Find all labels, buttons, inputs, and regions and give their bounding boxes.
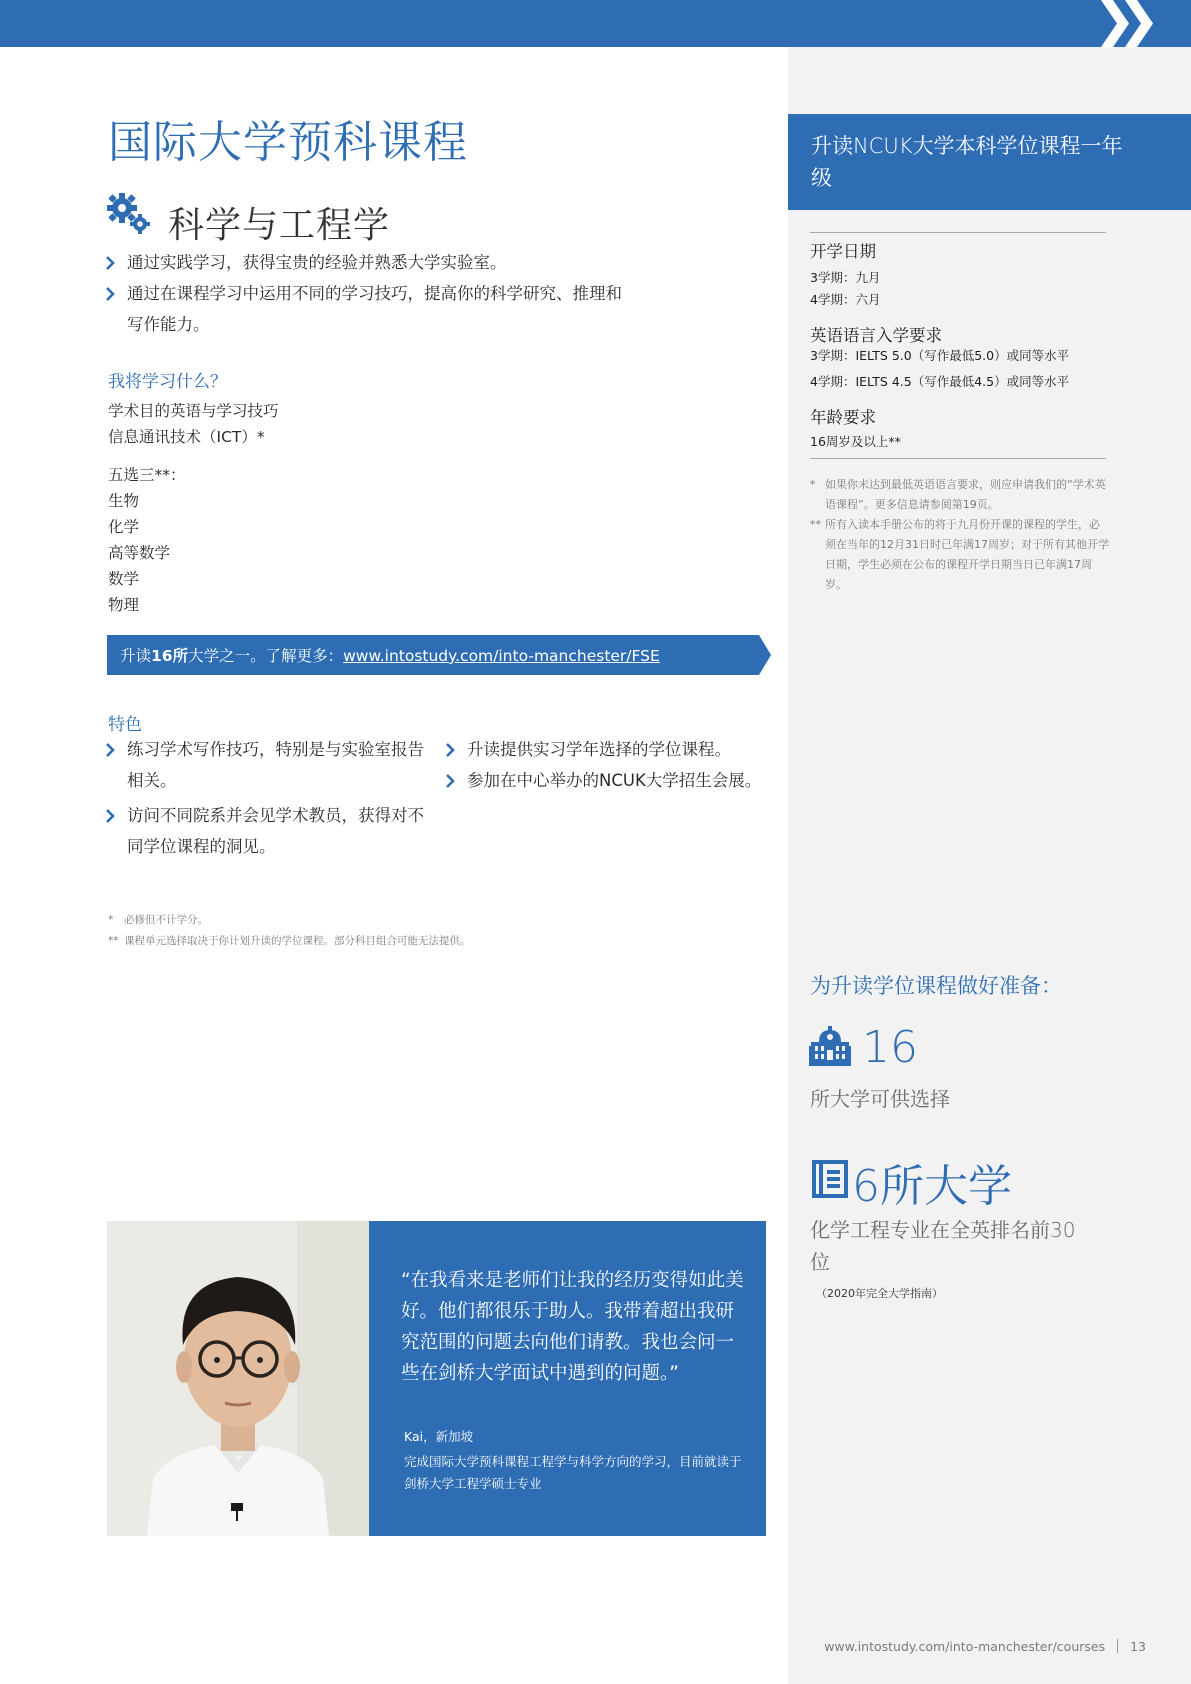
- section-title: 科学与工程学: [168, 205, 391, 246]
- footnote-mark: **: [108, 935, 119, 947]
- sidebar-note: [810, 515, 1110, 595]
- elective-module: 高等数学: [108, 544, 171, 562]
- chevron-right-icon: [105, 287, 115, 301]
- list-item: [445, 734, 775, 765]
- book-icon: [810, 1156, 850, 1200]
- features-list-left: [105, 734, 435, 862]
- student-photo: [107, 1221, 369, 1536]
- footnote: [108, 910, 471, 931]
- footnote-mark: *: [108, 914, 114, 926]
- elective-module: 数学: [108, 570, 140, 588]
- list-item: [445, 765, 775, 796]
- features-heading: 特色: [108, 715, 142, 735]
- student-portrait-illustration: [107, 1221, 369, 1536]
- curriculum-section: [108, 367, 508, 618]
- english-line: 3学期：IELTS 5.0（写作最低5.0）或同等水平: [810, 348, 1070, 363]
- chevron-right-icon: [105, 743, 115, 757]
- english-heading: 英语语言入学要求: [810, 326, 942, 345]
- list-item-text: 升读提供实习学年选择的学位课程。: [467, 740, 731, 759]
- note-mark: *: [810, 478, 816, 491]
- elective-module: 物理: [108, 596, 140, 614]
- stat-label: 化学工程专业在全英排名前30位: [810, 1218, 1076, 1274]
- footer-url[interactable]: www.intostudy.com/into-manchester/courses: [824, 1639, 1106, 1654]
- list-item-text: 通过在课程学习中运用不同的学习技巧，提高你的科学研究、推理和写作能力。: [127, 284, 622, 334]
- features-list-right: [445, 734, 775, 796]
- list-item-text: 参加在中心举办的NCUK大学招生会展。: [467, 771, 762, 790]
- list-item: [105, 247, 625, 278]
- start-date-line: 3学期：九月: [810, 270, 881, 285]
- start-date-line: 4学期：六月: [810, 292, 881, 307]
- stat-source: （2020年完全大学指南）: [816, 1287, 943, 1300]
- stat-label: 所大学可供选择: [810, 1087, 950, 1111]
- note-text: 如果你未达到最低英语语言要求，则应申请我们的“学术英语课程”。更多信息请参阅第19页。: [825, 478, 1106, 511]
- sidebar-header-text: 升读NCUK大学本科学位课程一年级: [811, 134, 1123, 190]
- prep-title: 为升读学位课程做好准备：: [810, 974, 1062, 998]
- sidebar-notes: [810, 475, 1110, 595]
- testimonial-quote: “在我看来是老师们让我的经历变得如此美好。他们都很乐于助人。我带着超出我研究范围的问题去向他们请教。我也会问一些在剑桥大学面试中遇到的问题。”: [401, 1270, 744, 1384]
- stat-number: 6所大学: [852, 1161, 1012, 1212]
- university-building-icon: [809, 1026, 851, 1066]
- list-item: [105, 278, 625, 340]
- age-heading: 年龄要求: [810, 408, 876, 427]
- banner-link[interactable]: www.intostudy.com/into-manchester/FSE: [343, 647, 660, 665]
- footnotes: [108, 910, 471, 952]
- elective-label: 五选三**：: [108, 466, 186, 484]
- footnote-text: 必修但不计学分。: [124, 914, 208, 926]
- gears-icon: [106, 192, 152, 236]
- banner-middle: 大学之一。了解更多：: [188, 647, 344, 665]
- divider: [810, 458, 1106, 459]
- universities-banner: [107, 635, 771, 675]
- age-line: 16周岁及以上**: [810, 434, 901, 449]
- list-item: [105, 734, 435, 796]
- list-item: [105, 800, 435, 862]
- list-item-text: 练习学术写作技巧，特别是与实验室报告相关。: [127, 740, 424, 790]
- divider: [810, 232, 1106, 233]
- list-item-text: 通过实践学习，获得宝贵的经验并熟悉大学实验室。: [127, 253, 507, 272]
- list-item-text: 访问不同院系并会见学术教员，获得对不同学位课程的洞见。: [127, 806, 424, 856]
- footnote-text: 课程单元选择取决于你计划升读的学位课程。部分科目组合可能无法提供。: [124, 935, 471, 947]
- footer-separator: [1117, 1639, 1118, 1653]
- chevron-right-icon: [445, 743, 455, 757]
- banner-number: 16所: [151, 647, 189, 665]
- elective-module: 化学: [108, 518, 140, 536]
- footnote: [108, 931, 471, 952]
- testimonial-box: [369, 1221, 766, 1536]
- english-line: 4学期：IELTS 4.5（写作最低4.5）或同等水平: [810, 374, 1070, 389]
- core-module: 信息通讯技术（ICT）*: [108, 428, 265, 446]
- sidebar-header: [788, 114, 1191, 210]
- chevron-right-icon: [105, 809, 115, 823]
- testimonial-description: 完成国际大学预科课程工程学与科学方向的学习，目前就读于剑桥大学工程学硕士专业: [404, 1454, 742, 1491]
- banner-prefix: 升读: [120, 647, 152, 665]
- sidebar-note: [810, 475, 1110, 515]
- core-module: 学术目的英语与学习技巧: [108, 402, 279, 420]
- page-footer: [824, 1639, 1146, 1654]
- stat-number: 16: [862, 1022, 918, 1073]
- curriculum-heading: 我将学习什么？: [108, 372, 227, 392]
- chevron-right-icon: [105, 256, 115, 270]
- elective-module: 生物: [108, 492, 140, 510]
- note-mark: **: [810, 518, 821, 531]
- start-dates-heading: 开学日期: [810, 242, 876, 261]
- chevron-right-icon: [445, 774, 455, 788]
- testimonial-name: Kai，新加坡: [404, 1429, 474, 1444]
- note-text: 所有入读本手册公布的将于九月份开课的课程的学生，必须在当年的12月31日时已年满17周岁；对于所有其他开学日期，学生必须在公布的课程开学日期当日已年满17周岁。: [825, 518, 1109, 591]
- double-chevron-icon: [1099, 0, 1159, 47]
- banner-text: [120, 644, 660, 666]
- page-title: 国际大学预科课程: [108, 117, 468, 168]
- page-number: 13: [1130, 1639, 1146, 1654]
- top-banner: [0, 0, 1191, 47]
- intro-bullet-list: [105, 247, 625, 340]
